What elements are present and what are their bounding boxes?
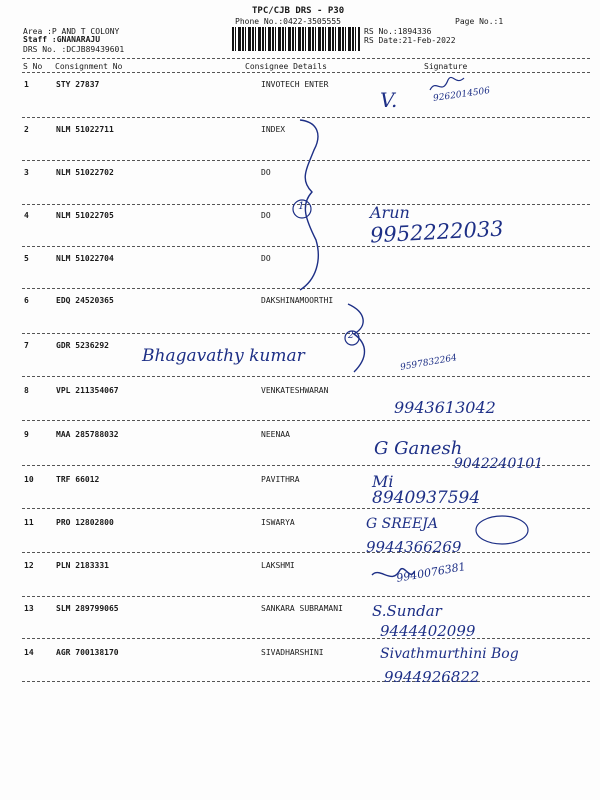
row7-note: Bhagavathy kumar (142, 346, 305, 366)
row11-initials-circle (476, 516, 528, 544)
row-sno: 5 (24, 254, 29, 263)
row-consignee: DO (261, 254, 271, 263)
row-consignee: NEENAA (261, 430, 290, 439)
row-consignee: PAVITHRA (261, 475, 300, 484)
row-sno: 12 (24, 561, 34, 570)
circle-label-2: 2 (348, 331, 354, 341)
row-consignment: SLM 289799065 (56, 604, 119, 613)
row-sno: 13 (24, 604, 34, 613)
row11-phone: 9944366269 (366, 538, 462, 556)
row-consignment: PLN 2183331 (56, 561, 109, 570)
sig1-squiggle (430, 77, 464, 90)
row-consignment: TRF 66012 (56, 475, 100, 484)
row-consignment: VPL 211354067 (56, 386, 119, 395)
staff-label: Staff :GNANARAJU (23, 35, 101, 44)
row-sno: 2 (24, 125, 29, 134)
rs-number: RS No.:1894336 (364, 27, 432, 36)
row-consignment: STY 27837 (56, 80, 100, 89)
area-label: Area :P AND T COLONY (23, 27, 120, 36)
row-consignee: SANKARA SUBRAMANI (261, 604, 343, 613)
row-consignment: GDR 5236292 (56, 341, 109, 350)
row-sno: 3 (24, 168, 29, 177)
row-consignment: NLM 51022711 (56, 125, 114, 134)
row-consignee: DAKSHINAMOORTHI (261, 296, 334, 305)
sig1-mark: V. (380, 88, 398, 112)
row14-name: Sivathmurthini Bog (380, 646, 519, 662)
row-sno: 11 (24, 518, 34, 527)
row10-phone: 8940937594 (372, 488, 481, 508)
row-sno: 9 (24, 430, 29, 439)
row9-phone: 9042240101 (454, 456, 544, 472)
row-sno: 10 (24, 475, 34, 484)
col-sno-header: S No (23, 62, 43, 71)
circle-label-1: 1 (298, 201, 305, 212)
row7-phone: 9597832264 (399, 353, 458, 373)
row-consignment: NLM 51022702 (56, 168, 114, 177)
row13-phone: 9444402099 (380, 622, 476, 640)
row14-phone: 9944926822 (384, 668, 480, 686)
row-consignee: SIVADHARSHINI (261, 648, 324, 657)
phone-number: Phone No.:0422-3505555 (235, 17, 341, 26)
row-consignee: LAKSHMI (261, 561, 295, 570)
rs-date: RS Date:21-Feb-2022 (364, 36, 456, 45)
row-sno: 7 (24, 341, 29, 350)
arun-name: Arun (370, 203, 410, 222)
row-consignment: PRO 12802800 (56, 518, 114, 527)
document-title: TPC/CJB DRS - P30 (252, 6, 345, 16)
row11-name: G SREEJA (366, 516, 438, 532)
row-consignee: ISWARYA (261, 518, 295, 527)
page-number: Page No.:1 (455, 17, 504, 26)
row8-phone: 9943613042 (394, 398, 496, 417)
row-consignment: NLM 51022704 (56, 254, 114, 263)
arun-phone: 9952222033 (369, 216, 505, 248)
row-consignment: AGR 700138170 (56, 648, 119, 657)
row-sno: 8 (24, 386, 29, 395)
row10-mark: Mi (372, 472, 394, 491)
row-sno: 6 (24, 296, 29, 305)
row-sno: 4 (24, 211, 29, 220)
row-sno: 14 (24, 648, 34, 657)
col-signature-header: Signature (424, 62, 468, 71)
row-consignee: INDEX (261, 125, 286, 134)
sig1-phone: 9262014506 (432, 86, 491, 104)
row-consignment: EDQ 24520365 (56, 296, 114, 305)
row-consignment: MAA 285788032 (56, 430, 119, 439)
col-consignee-header: Consignee Details (245, 62, 327, 71)
row12-phone: 9940076381 (395, 560, 467, 585)
row-consignee: DO (261, 168, 271, 177)
drs-number: DRS No. :DCJB89439601 (23, 45, 125, 54)
row-consignee: INVOTECH ENTER (261, 80, 329, 89)
row-consignee: VENKATESHWARAN (261, 386, 329, 395)
row9-name: G Ganesh (374, 438, 463, 459)
row-sno: 1 (24, 80, 29, 89)
col-consignment-header: Consignment No (55, 62, 123, 71)
row-consignee: DO (261, 211, 271, 220)
row13-name: S.Sundar (372, 602, 442, 620)
row-consignment: NLM 51022705 (56, 211, 114, 220)
